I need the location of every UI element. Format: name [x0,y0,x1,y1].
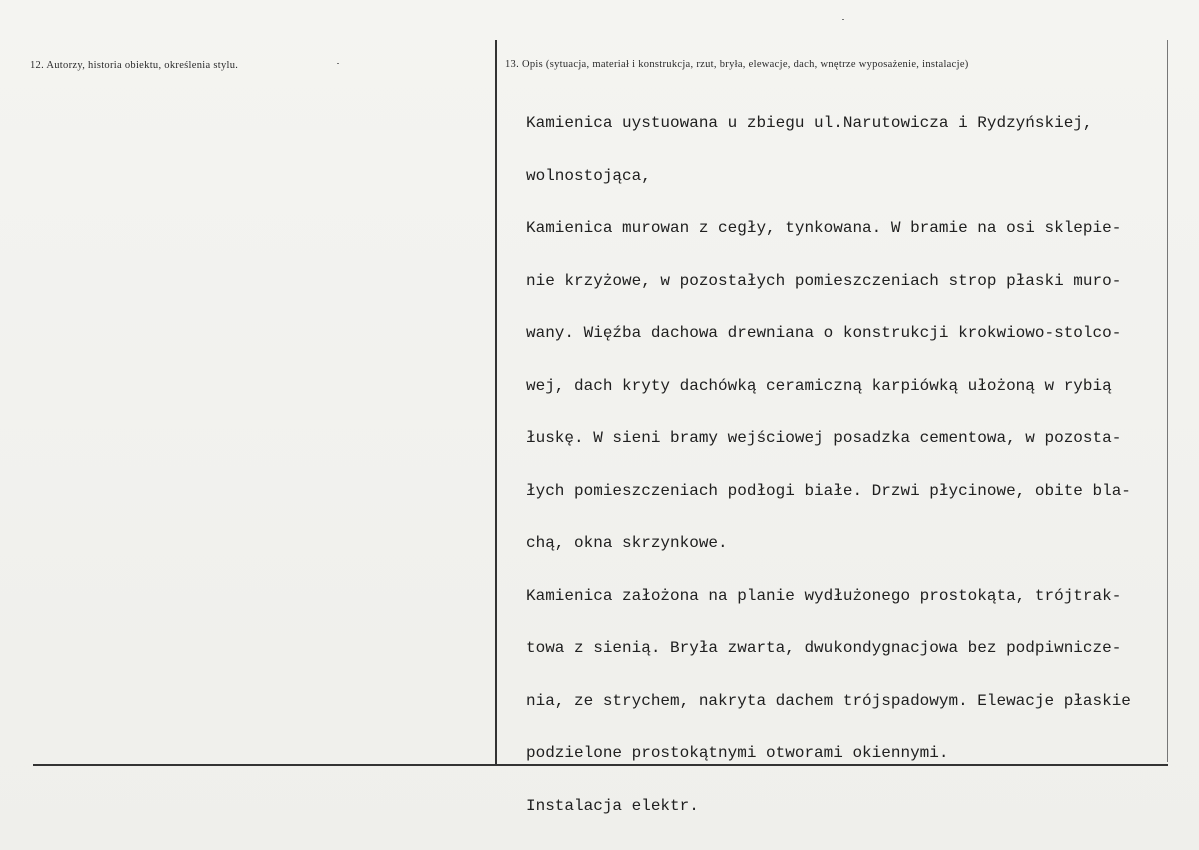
description-line: łuskę. W sieni bramy wejściowej posadzka cementowa, w pozosta- [526,429,1122,447]
field-13-label: 13. Opis (sytuacja, materiał i konstrukcja, rzut, bryła, elewacje, dach, wnętrze wyposażenie, instalacje) [505,59,969,70]
field-13-typed-description [526,80,1166,850]
paper-speck [337,63,339,64]
description-line: łych pomieszczeniach podłogi białe. Drzwi płycinowe, obite bla- [526,481,1131,500]
right-border-line [1167,40,1168,762]
description-line: podzielone prostokątnymi otworami okiennymi. [526,744,949,762]
description-line: Kamienica murowan z cegły, tynkowana. W bramie na osi sklepie- [526,219,1122,237]
paper-speck [842,19,844,20]
description-line: nia, ze strychem, nakryta dachem trójspadowym. Elewacje płaskie [526,691,1131,710]
description-line: towa z sienią. Bryła zwarta, dwukondygnacjowa bez podpiwnicze- [526,639,1122,657]
description-line: Kamienica uystuowana u zbiegu ul.Narutowicza i Rydzyńskiej, [526,114,1093,132]
description-line: wolnostojąca, [526,166,651,185]
description-line: wej, dach kryty dachówką ceramiczną karpiówką ułożoną w rybią [526,376,1112,395]
description-line: chą, okna skrzynkowe. [526,534,728,552]
description-line: wany. Więźba dachowa drewniana o konstrukcji krokwiowo-stolco- [526,324,1122,342]
description-line: nie krzyżowe, w pozostałych pomieszczeniach strop płaski muro- [526,271,1122,290]
description-line: Kamienica założona na planie wydłużonego prostokąta, trójtrak- [526,586,1122,605]
column-divider [495,40,497,765]
description-line: Instalacja elektr. [526,796,699,815]
field-12-label: 12. Autorzy, historia obiektu, określenia stylu. [30,60,239,71]
